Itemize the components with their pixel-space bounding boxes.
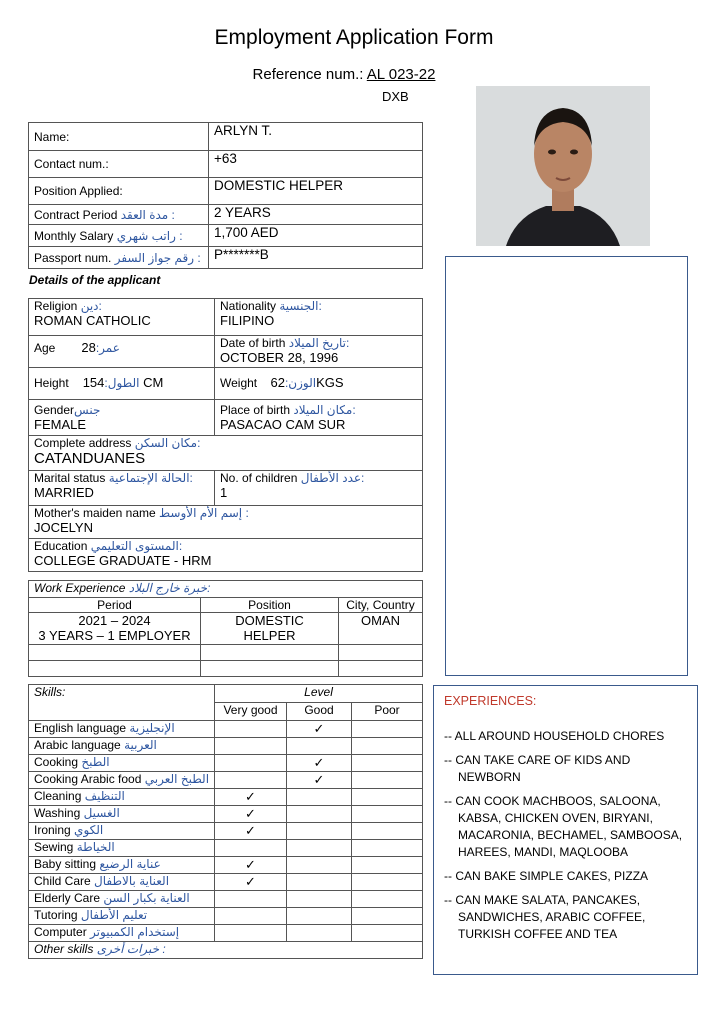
skill-label-arabic: العربية [124, 738, 157, 752]
experiences-list [444, 728, 687, 943]
age-value: 28 [81, 340, 96, 355]
marital-value: MARRIED [34, 485, 94, 500]
skill-label: Cooking Arabic food [34, 772, 142, 786]
skill-label: Child Care [34, 874, 91, 888]
field-value: +63 [209, 151, 423, 178]
skill-label-arabic: العناية بالاطفال [94, 874, 170, 888]
field-label: Monthly Salary [34, 228, 114, 243]
applicant-photo [476, 86, 650, 246]
skill-row [29, 806, 423, 823]
work-period-detail: 3 YEARS – 1 EMPLOYER [38, 628, 191, 643]
field-label-arabic: مدة العقد : [120, 207, 175, 222]
list-item: -- CAN TAKE CARE OF KIDS AND NEWBORN [444, 753, 631, 784]
list-item: -- CAN MAKE SALATA, PANCAKES, SANDWICHES, ARABIC COFFEE, TURKISH COFFEE AND TEA [444, 893, 646, 941]
table-row [29, 205, 423, 225]
other-skills-cell: Other skills خبرات أخرى : [29, 942, 423, 959]
children-value: 1 [220, 485, 228, 500]
table-row [29, 661, 423, 677]
field-label-arabic: رقم جواز السفر : [114, 250, 201, 265]
field-label: Passport num. [34, 250, 112, 265]
list-item: -- CAN BAKE SIMPLE CAKES, PIZZA [444, 869, 649, 883]
skill-label-arabic: الطبخ [81, 755, 110, 769]
skills-title: Skills: [29, 685, 215, 721]
reference-number: AL 023-22 [366, 66, 436, 83]
work-period: 2021 – 2024 [78, 613, 151, 628]
religion-value: ROMAN CATHOLIC [34, 313, 151, 328]
reference-label: Reference num.: [252, 66, 364, 83]
location-code: DXB [382, 89, 409, 104]
work-city: OMAN [339, 613, 423, 645]
field-value: P*******B [209, 247, 423, 269]
table-row [29, 247, 423, 269]
skill-row [29, 874, 423, 891]
mother-value: JOCELYN [34, 520, 93, 535]
experiences-title: EXPERIENCES: [444, 694, 537, 708]
person-photo-icon [476, 86, 650, 246]
education-cell: Education المستوى التعليمي: COLLEGE GRADUATE - HRM [29, 539, 423, 572]
field-label: Name: [34, 129, 70, 144]
level-very-good: Very good [215, 703, 287, 721]
table-row [29, 225, 423, 247]
field-value: 1,700 AED [209, 225, 423, 247]
skill-row [29, 738, 423, 755]
skill-label-arabic: الطبخ العربي [144, 772, 210, 786]
skill-label: Arabic language [34, 738, 121, 752]
skill-row [29, 908, 423, 925]
skill-label-arabic: الكوي [74, 823, 104, 837]
education-value: COLLEGE GRADUATE - HRM [34, 553, 212, 568]
field-label: Contact num.: [34, 157, 109, 171]
checkmark-icon: ✓ [287, 721, 352, 738]
skill-label-arabic: عناية الرضيع [99, 857, 161, 871]
pob-cell: Place of birth مكان الميلاد: PASACAO CAM SUR [215, 400, 423, 436]
work-experience-table [28, 580, 423, 677]
checkmark-icon: ✓ [287, 755, 352, 772]
work-position-line2: HELPER [243, 628, 296, 643]
skill-label-arabic: الخياطة [76, 840, 115, 854]
skill-label-arabic: الغسيل [83, 806, 120, 820]
field-label: Position Applied: [34, 184, 123, 198]
address-cell: Complete address مكان السكن: CATANDUANES [29, 436, 423, 471]
gender-cell: Genderجنس FEMALE [29, 400, 215, 436]
details-title: Details of the applicant [29, 273, 161, 287]
level-poor: Poor [352, 703, 423, 721]
skill-label: Cooking [34, 755, 79, 769]
nationality-value: FILIPINO [220, 313, 275, 328]
age-cell: Age عمر:28 [29, 336, 215, 368]
nationality-cell: Nationality الجنسية: FILIPINO [215, 299, 423, 336]
skill-row [29, 721, 423, 738]
skill-row [29, 857, 423, 874]
experiences-box [433, 685, 698, 975]
skill-label-arabic: العناية بكبار السن [103, 891, 190, 905]
skill-label: Baby sitting [34, 857, 97, 871]
skill-row [29, 823, 423, 840]
skill-label-arabic: الإنجليزية [129, 721, 175, 735]
checkmark-icon: ✓ [215, 806, 287, 823]
checkmark-icon: ✓ [215, 874, 287, 891]
height-cell: Height الطول:154 CM [29, 368, 215, 400]
dob-value: OCTOBER 28, 1996 [220, 350, 339, 365]
skill-label: Ironing [34, 823, 71, 837]
checkmark-icon: ✓ [215, 789, 287, 806]
height-value: 154 CM [82, 375, 164, 390]
list-item: -- ALL AROUND HOUSEHOLD CHORES [444, 729, 665, 743]
skill-row [29, 840, 423, 857]
skills-table [28, 684, 423, 959]
field-label: Contract Period [34, 207, 118, 222]
marital-cell: Marital status الحالة الإجتماعية: MARRIED [29, 471, 215, 506]
skill-label-arabic: إستخدام الكمبيوتر [90, 925, 180, 939]
field-value: DOMESTIC HELPER [209, 178, 423, 205]
skill-row [29, 772, 423, 789]
skill-label: Cleaning [34, 789, 82, 803]
table-row [29, 645, 423, 661]
skill-label: Elderly Care [34, 891, 101, 905]
form-title: Employment Application Form [214, 26, 494, 49]
empty-photo-frame [445, 256, 688, 676]
list-item: -- CAN COOK MACHBOOS, SALOONA, KABSA, CHICKEN OVEN, BIRYANI, MACARONIA, BECHAMEL, SAMBOOSA, HAREES, MANDI, MAQLOOBA [444, 794, 683, 859]
skill-label: Sewing [34, 840, 74, 854]
reference-line [0, 66, 688, 83]
address-value: CATANDUANES [34, 450, 146, 467]
skill-row [29, 891, 423, 908]
checkmark-icon: ✓ [287, 772, 352, 789]
skill-label-arabic: التنظيف [84, 789, 125, 803]
header-position: Position [201, 598, 339, 613]
details-table [28, 298, 423, 572]
checkmark-icon: ✓ [215, 823, 287, 840]
field-label-arabic: راتب شهري : [116, 228, 183, 243]
basic-info-table [28, 122, 423, 269]
table-row [29, 178, 423, 205]
skill-label-arabic: تعليم الأطفال [80, 908, 148, 922]
skill-label: English language [34, 721, 127, 735]
weight-value: 62KGS [270, 375, 344, 390]
level-good: Good [287, 703, 352, 721]
skill-label: Washing [34, 806, 81, 820]
header-city: City, Country [339, 598, 423, 613]
table-row [29, 151, 423, 178]
level-header: Level [215, 685, 423, 703]
checkmark-icon: ✓ [215, 857, 287, 874]
skill-row [29, 789, 423, 806]
skill-row [29, 925, 423, 942]
weight-cell: Weight الوزن:62KGS [215, 368, 423, 400]
mother-cell: Mother's maiden name إسم الأم الأوسط : JOCELYN [29, 506, 423, 539]
table-row [29, 613, 423, 645]
skill-row [29, 755, 423, 772]
religion-cell: Religion دين: ROMAN CATHOLIC [29, 299, 215, 336]
header-period: Period [29, 598, 201, 613]
field-value: ARLYN T. [209, 123, 423, 151]
skill-label: Computer [34, 925, 87, 939]
gender-value: FEMALE [34, 417, 87, 432]
skill-label: Tutoring [34, 908, 78, 922]
pob-value: PASACAO CAM SUR [220, 417, 346, 432]
dob-cell: Date of birth تاريخ الميلاد: OCTOBER 28, 1996 [215, 336, 423, 368]
work-title-cell: Work Experience خبرة خارج البلاد: [29, 581, 423, 598]
children-cell: No. of children عدد الأطفال: 1 [215, 471, 423, 506]
table-row [29, 123, 423, 151]
work-position: DOMESTIC [235, 613, 304, 628]
field-value: 2 YEARS [209, 205, 423, 225]
